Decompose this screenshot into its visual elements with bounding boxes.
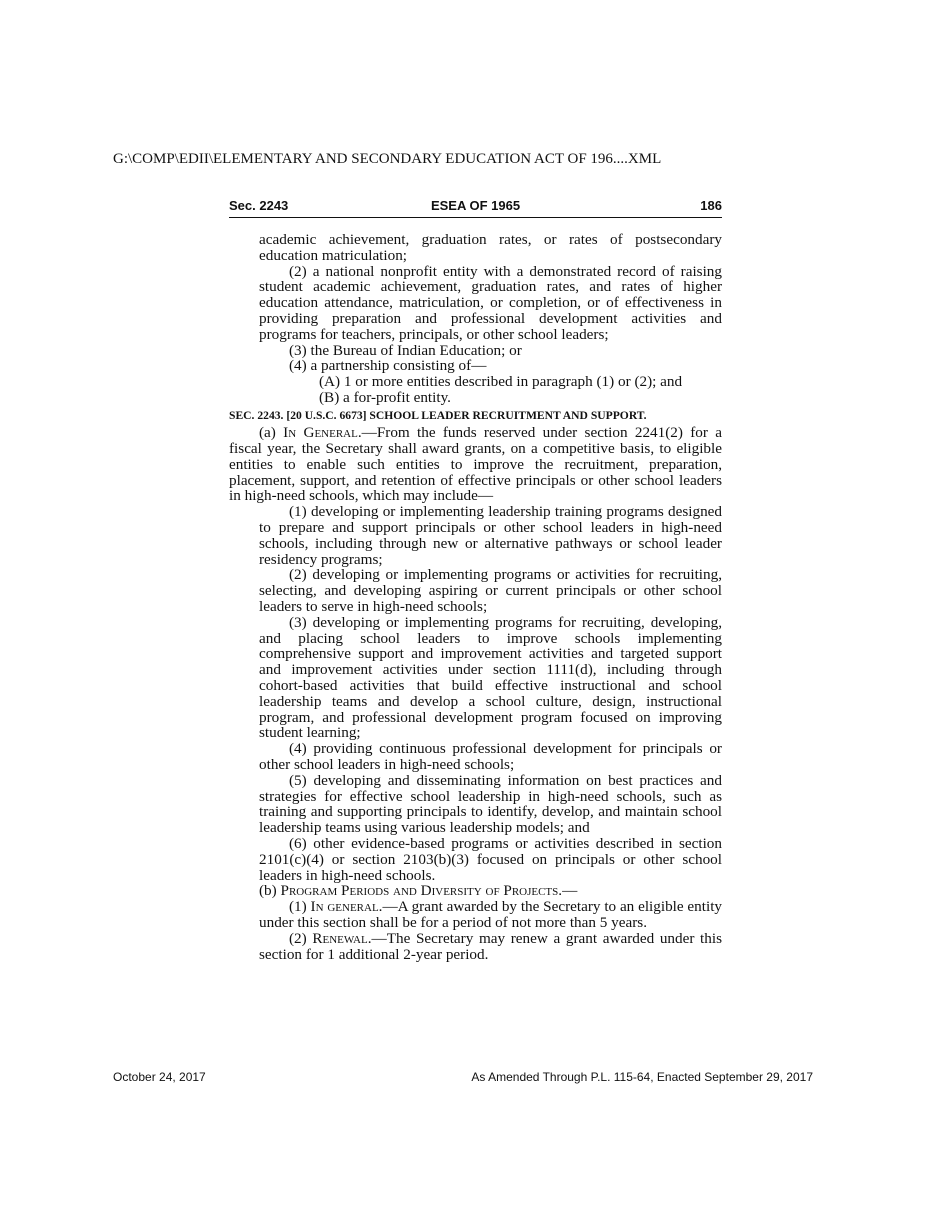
subparagraph-b: (B) a for-profit entity. — [319, 388, 451, 406]
footer-amended-note: As Amended Through P.L. 115-64, Enacted September 29, 2017 — [471, 1070, 813, 1084]
list-item-a3: (3) developing or implementing programs for recruiting, developing, and placing school leaders to improve schools implementing comprehensive support and improvement activities and targeted support and improvement activities under section 1111(d), including through cohort-based activities that build effective instructional and school leadership teams and develop a school culture, design, instructional program, and professional development program focused on improving student learning; — [259, 613, 722, 742]
subsection-b-dash: — — [562, 882, 578, 900]
subsection-b — [229, 883, 722, 899]
list-item-b2 — [229, 931, 722, 963]
paragraph-4: (4) a partnership consisting of— — [289, 357, 487, 375]
subsection-a — [229, 425, 722, 504]
subsection-b-heading: Program Periods and Diversity of Projects. — [280, 882, 563, 900]
b1-heading: In general. — [310, 898, 383, 916]
file-path: G:\COMP\EDII\ELEMENTARY AND SECONDARY EDUCATION ACT OF 196....XML — [113, 151, 662, 167]
section-reference: Sec. 2243 — [229, 198, 289, 213]
list-item-b1 — [229, 899, 722, 931]
list-item-a2: (2) developing or implementing programs or activities for recruiting, selecting, and developing aspiring or current principals or other school leaders to serve in high-need schools; — [259, 566, 722, 616]
footer-date: October 24, 2017 — [113, 1070, 206, 1084]
list-item-a6: (6) other evidence-based programs or activities described in section 2101(c)(4) or section 2103(b)(3) focused on principals or other school leaders in high-need schools. — [259, 834, 722, 884]
subsection-a-heading: In General. — [283, 424, 362, 442]
document-body — [229, 232, 722, 962]
b2-text: —The Secretary may renew a grant awarded under this section for 1 additional 2-year period. — [259, 929, 723, 963]
page-number: 186 — [700, 198, 722, 213]
paragraph-3: (3) the Bureau of Indian Education; or — [289, 341, 522, 359]
act-title: ESEA OF 1965 — [430, 198, 521, 213]
b1-text: —A grant awarded by the Secretary to an eligible entity under this section shall be for a period of not more than 5 years. — [259, 898, 723, 931]
paragraph-continuation: academic achievement, graduation rates, or rates of postsecondary education matriculation; — [259, 231, 722, 264]
section-heading: SEC. 2243. [20 U.S.C. 6673] SCHOOL LEADER RECRUITMENT AND SUPPORT. — [229, 408, 647, 422]
b1-label: (1) — [289, 898, 307, 916]
list-item-a1: (1) developing or implementing leadership training programs designed to prepare and support principals or other school leaders in high-need schools, including through new or alternative pathways or school leader residency programs; — [259, 503, 722, 568]
list-item-a4: (4) providing continuous professional development for principals or other school leaders in high-need schools; — [259, 740, 722, 773]
paragraph-2: (2) a national nonprofit entity with a demonstrated record of raising student academic achievement, graduation rates, and rates of higher education attendance, matriculation, or completion, or of effectiveness in providing preparation and professional development activities and programs for teachers, principals, or other school leaders; — [259, 262, 722, 343]
subsection-a-text: —From the funds reserved under section 2241(2) for a fiscal year, the Secretary shall award grants, on a competitive basis, to eligible entities to enable such entities to improve the recruitment, preparation, placement, support, and retention of effective principals or other school leaders in high-need schools, which may include— — [229, 424, 722, 505]
list-item-a5: (5) developing and disseminating information on best practices and strategies for effective school leadership in high-need schools, such as training and supporting principals to identify, develop, and maintain school leadership teams using various leadership models; and — [259, 771, 722, 837]
b2-label: (2) — [289, 929, 307, 947]
subsection-b-label: (b) — [259, 882, 277, 900]
subsection-a-label: (a) — [259, 424, 276, 442]
running-head — [229, 198, 722, 218]
subparagraph-a: (A) 1 or more entities described in paragraph (1) or (2); and — [319, 373, 683, 391]
b2-heading: Renewal. — [312, 929, 372, 947]
